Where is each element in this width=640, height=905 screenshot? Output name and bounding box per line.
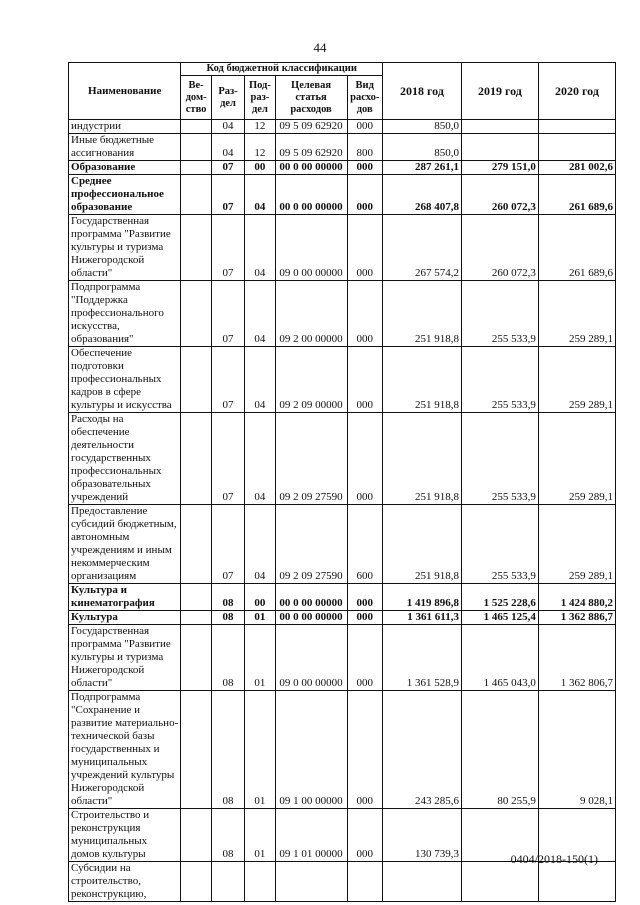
row-razdel: 07 bbox=[211, 505, 244, 584]
row-2018: 268 407,8 bbox=[382, 175, 461, 215]
table-row bbox=[69, 215, 616, 281]
row-2020: 261 689,6 bbox=[538, 175, 615, 215]
row-podrazdel: 04 bbox=[245, 215, 275, 281]
row-2019: 1 465 043,0 bbox=[461, 625, 538, 691]
table-body bbox=[69, 120, 616, 902]
row-2020: 259 289,1 bbox=[538, 505, 615, 584]
row-target: 09 1 00 00000 bbox=[275, 691, 347, 809]
header-2019: 2019 год bbox=[461, 63, 538, 120]
row-target: 09 1 01 00000 bbox=[275, 809, 347, 862]
row-target: 09 2 00 00000 bbox=[275, 281, 347, 347]
row-name: Иные бюджетные ассигнования bbox=[69, 134, 181, 161]
row-podrazdel: 04 bbox=[245, 281, 275, 347]
row-2019: 260 072,3 bbox=[461, 175, 538, 215]
table-row bbox=[69, 691, 616, 809]
row-vid: 000 bbox=[347, 413, 382, 505]
row-2018: 1 419 896,8 bbox=[382, 584, 461, 611]
row-podrazdel: 12 bbox=[245, 120, 275, 134]
row-target: 00 0 00 00000 bbox=[275, 611, 347, 625]
table-row bbox=[69, 862, 616, 902]
row-vid: 000 bbox=[347, 625, 382, 691]
row-2019: 260 072,3 bbox=[461, 215, 538, 281]
row-vedomstvo bbox=[181, 134, 211, 161]
row-vedomstvo bbox=[181, 862, 211, 902]
row-2020 bbox=[538, 134, 615, 161]
row-vid: 000 bbox=[347, 175, 382, 215]
row-vid bbox=[347, 862, 382, 902]
row-podrazdel bbox=[245, 862, 275, 902]
row-razdel: 07 bbox=[211, 161, 244, 175]
row-vid: 000 bbox=[347, 809, 382, 862]
row-vedomstvo bbox=[181, 120, 211, 134]
row-2019: 255 533,9 bbox=[461, 347, 538, 413]
row-name: Предоставление субсидий бюджетным, автономным учреждениям и иным некоммерческим организациям bbox=[69, 505, 181, 584]
row-name: Государственная программа "Развитие культуры и туризма Нижегородской области" bbox=[69, 625, 181, 691]
row-2020: 261 689,6 bbox=[538, 215, 615, 281]
header-podrazdel: Под-раз-дел bbox=[245, 76, 275, 120]
row-razdel: 04 bbox=[211, 134, 244, 161]
row-razdel: 08 bbox=[211, 809, 244, 862]
row-target: 09 5 09 62920 bbox=[275, 134, 347, 161]
row-2019: 255 533,9 bbox=[461, 413, 538, 505]
row-vedomstvo bbox=[181, 611, 211, 625]
row-vedomstvo bbox=[181, 809, 211, 862]
table-row bbox=[69, 281, 616, 347]
table-row bbox=[69, 584, 616, 611]
row-vedomstvo bbox=[181, 625, 211, 691]
row-2018: 1 361 528,9 bbox=[382, 625, 461, 691]
row-vedomstvo bbox=[181, 413, 211, 505]
row-name: Субсидии на строительство, реконструкцию, bbox=[69, 862, 181, 902]
row-razdel: 08 bbox=[211, 691, 244, 809]
row-2020: 1 424 880,2 bbox=[538, 584, 615, 611]
row-2019: 255 533,9 bbox=[461, 505, 538, 584]
row-name: индустрии bbox=[69, 120, 181, 134]
row-2020 bbox=[538, 120, 615, 134]
header-code-group: Код бюджетной классификации bbox=[181, 63, 383, 76]
row-razdel: 08 bbox=[211, 611, 244, 625]
row-name: Расходы на обеспечение деятельности государственных профессиональных образовательных учреждений bbox=[69, 413, 181, 505]
row-vedomstvo bbox=[181, 691, 211, 809]
row-razdel: 07 bbox=[211, 215, 244, 281]
row-name: Культура и кинематография bbox=[69, 584, 181, 611]
row-2018: 251 918,8 bbox=[382, 413, 461, 505]
row-podrazdel: 01 bbox=[245, 691, 275, 809]
budget-table bbox=[68, 62, 616, 902]
row-vid: 000 bbox=[347, 347, 382, 413]
row-2020: 281 002,6 bbox=[538, 161, 615, 175]
table-row bbox=[69, 611, 616, 625]
row-vid: 000 bbox=[347, 281, 382, 347]
row-target: 00 0 00 00000 bbox=[275, 584, 347, 611]
row-podrazdel: 01 bbox=[245, 625, 275, 691]
table-row bbox=[69, 120, 616, 134]
row-name: Обеспечение подготовки профессиональных кадров в сфере культуры и искусства bbox=[69, 347, 181, 413]
row-target: 09 5 09 62920 bbox=[275, 120, 347, 134]
row-vid: 000 bbox=[347, 161, 382, 175]
row-podrazdel: 04 bbox=[245, 347, 275, 413]
row-vedomstvo bbox=[181, 215, 211, 281]
row-razdel: 08 bbox=[211, 584, 244, 611]
row-razdel: 07 bbox=[211, 347, 244, 413]
row-vid: 800 bbox=[347, 134, 382, 161]
page-number: 44 bbox=[313, 40, 327, 55]
row-podrazdel: 04 bbox=[245, 175, 275, 215]
row-2018: 243 285,6 bbox=[382, 691, 461, 809]
row-podrazdel: 01 bbox=[245, 809, 275, 862]
row-vid: 000 bbox=[347, 215, 382, 281]
row-target: 09 2 09 00000 bbox=[275, 347, 347, 413]
row-2019: 255 533,9 bbox=[461, 281, 538, 347]
row-vedomstvo bbox=[181, 161, 211, 175]
row-vedomstvo bbox=[181, 281, 211, 347]
table-row bbox=[69, 175, 616, 215]
row-2018 bbox=[382, 862, 461, 902]
row-name: Подпрограмма "Поддержка профессионального искусства, образования" bbox=[69, 281, 181, 347]
header-target: Целевая статья расходов bbox=[275, 76, 347, 120]
row-2019 bbox=[461, 120, 538, 134]
header-2020: 2020 год bbox=[538, 63, 615, 120]
row-podrazdel: 12 bbox=[245, 134, 275, 161]
row-2019 bbox=[461, 134, 538, 161]
header-name: Наименование bbox=[69, 63, 181, 120]
row-vedomstvo bbox=[181, 347, 211, 413]
row-2018: 130 739,3 bbox=[382, 809, 461, 862]
row-razdel: 04 bbox=[211, 120, 244, 134]
row-vid: 600 bbox=[347, 505, 382, 584]
header-vedomstvo: Ве-дом-ство bbox=[181, 76, 211, 120]
row-2018: 850,0 bbox=[382, 134, 461, 161]
row-vid: 000 bbox=[347, 120, 382, 134]
row-2019: 80 255,9 bbox=[461, 691, 538, 809]
row-2020: 9 028,1 bbox=[538, 691, 615, 809]
row-podrazdel: 04 bbox=[245, 413, 275, 505]
table-row bbox=[69, 347, 616, 413]
table-row bbox=[69, 161, 616, 175]
row-name: Среднее профессиональное образование bbox=[69, 175, 181, 215]
row-target: 00 0 00 00000 bbox=[275, 161, 347, 175]
row-name: Государственная программа "Развитие культуры и туризма Нижегородской области" bbox=[69, 215, 181, 281]
header-vid: Вид расхо-дов bbox=[347, 76, 382, 120]
row-vid: 000 bbox=[347, 611, 382, 625]
row-podrazdel: 01 bbox=[245, 611, 275, 625]
row-target: 00 0 00 00000 bbox=[275, 175, 347, 215]
row-name: Образование bbox=[69, 161, 181, 175]
row-razdel: 07 bbox=[211, 175, 244, 215]
row-razdel bbox=[211, 862, 244, 902]
row-name: Подпрограмма "Сохранение и развитие материально-технической базы государственных и муниципальных учреждений культуры Нижегородской области" bbox=[69, 691, 181, 809]
row-razdel: 08 bbox=[211, 625, 244, 691]
header-2018: 2018 год bbox=[382, 63, 461, 120]
row-2018: 251 918,8 bbox=[382, 281, 461, 347]
row-target: 09 0 00 00000 bbox=[275, 625, 347, 691]
row-2020: 259 289,1 bbox=[538, 281, 615, 347]
row-2018: 251 918,8 bbox=[382, 347, 461, 413]
row-vedomstvo bbox=[181, 505, 211, 584]
row-razdel: 07 bbox=[211, 413, 244, 505]
row-target bbox=[275, 862, 347, 902]
row-name: Культура bbox=[69, 611, 181, 625]
document-number: 0404/2018-150(1) bbox=[510, 852, 598, 866]
row-2018: 251 918,8 bbox=[382, 505, 461, 584]
row-razdel: 07 bbox=[211, 281, 244, 347]
table-row bbox=[69, 413, 616, 505]
row-target: 09 2 09 27590 bbox=[275, 413, 347, 505]
row-vedomstvo bbox=[181, 584, 211, 611]
table-row bbox=[69, 625, 616, 691]
row-podrazdel: 00 bbox=[245, 584, 275, 611]
row-target: 09 2 09 27590 bbox=[275, 505, 347, 584]
table-row bbox=[69, 134, 616, 161]
row-2020: 1 362 886,7 bbox=[538, 611, 615, 625]
header-razdel: Раз-дел bbox=[211, 76, 244, 120]
row-2018: 287 261,1 bbox=[382, 161, 461, 175]
row-2020: 1 362 806,7 bbox=[538, 625, 615, 691]
row-2020: 259 289,1 bbox=[538, 347, 615, 413]
row-podrazdel: 00 bbox=[245, 161, 275, 175]
row-2020 bbox=[538, 862, 615, 902]
row-podrazdel: 04 bbox=[245, 505, 275, 584]
row-name: Строительство и реконструкция муниципальных домов культуры bbox=[69, 809, 181, 862]
row-2018: 850,0 bbox=[382, 120, 461, 134]
row-2019 bbox=[461, 862, 538, 902]
row-2019: 279 151,0 bbox=[461, 161, 538, 175]
row-vedomstvo bbox=[181, 175, 211, 215]
table-row bbox=[69, 505, 616, 584]
row-vid: 000 bbox=[347, 691, 382, 809]
row-target: 09 0 00 00000 bbox=[275, 215, 347, 281]
row-2018: 1 361 611,3 bbox=[382, 611, 461, 625]
row-2019: 1 465 125,4 bbox=[461, 611, 538, 625]
row-2019: 1 525 228,6 bbox=[461, 584, 538, 611]
row-2018: 267 574,2 bbox=[382, 215, 461, 281]
row-2020: 259 289,1 bbox=[538, 413, 615, 505]
row-vid: 000 bbox=[347, 584, 382, 611]
